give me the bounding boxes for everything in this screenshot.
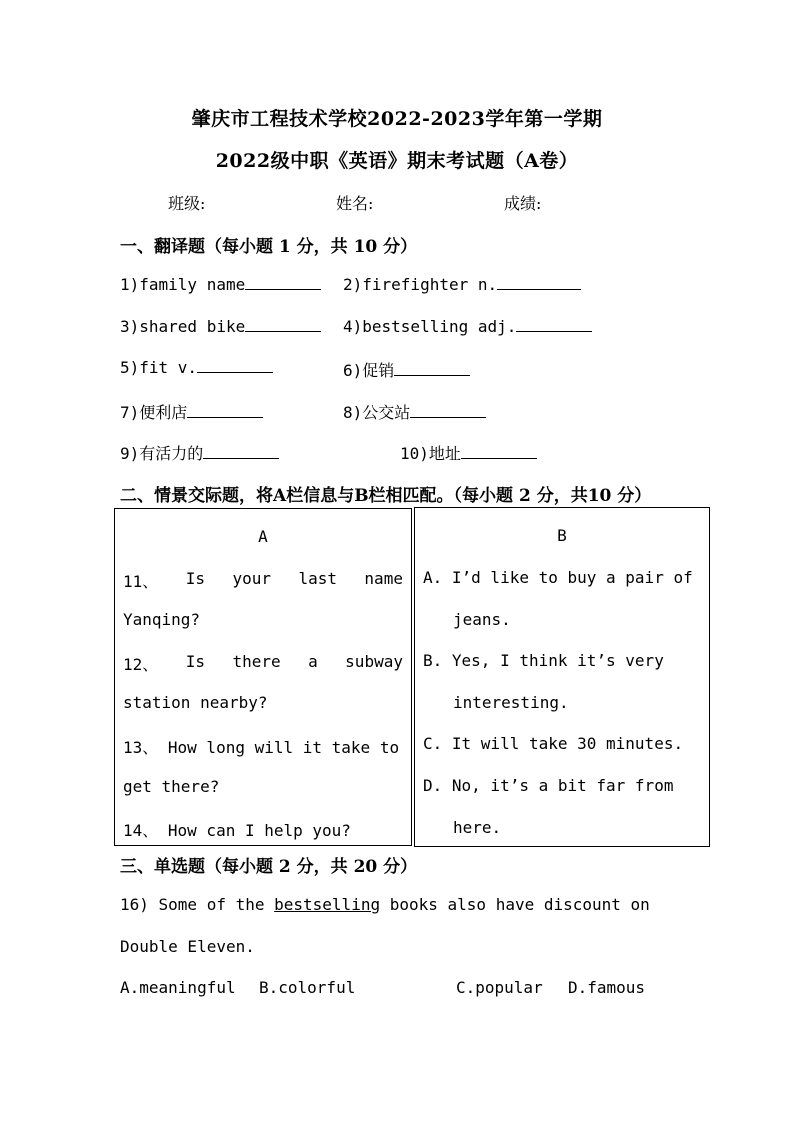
item-text: 9)有活力的 xyxy=(120,444,204,463)
q12-word: subway xyxy=(345,652,403,671)
section1-heading: 一、翻译题（每小题 1 分，共 10 分） xyxy=(120,237,418,257)
question-11 xyxy=(123,569,403,592)
q11-word: name xyxy=(364,569,403,588)
q16-prefix: 16) Some of the xyxy=(120,895,275,914)
translation-item-6 xyxy=(343,358,470,381)
translation-item-8 xyxy=(343,400,486,423)
q16-underlined-word: bestselling xyxy=(274,895,381,914)
translation-item-7 xyxy=(120,400,263,423)
column-b-header: B xyxy=(557,526,567,545)
column-a-box xyxy=(114,508,412,846)
item-text: 6)促销 xyxy=(343,361,395,380)
answer-blank[interactable] xyxy=(197,358,273,373)
translation-item-5 xyxy=(120,358,273,377)
name-label: 姓名: xyxy=(336,194,374,213)
q11-word: Is xyxy=(185,569,205,588)
score-label: 成绩: xyxy=(504,194,542,213)
answer-d-cont: here. xyxy=(453,818,502,837)
item-text: 10)地址 xyxy=(400,444,461,463)
translation-item-2 xyxy=(343,275,581,294)
item-text: 3)shared bike xyxy=(120,317,246,336)
answer-blank[interactable] xyxy=(203,444,279,459)
question-12 xyxy=(123,652,403,675)
item-text: 5)fit v. xyxy=(120,358,198,377)
q16-suffix: books also have discount on xyxy=(380,895,650,914)
option-d[interactable]: D.famous xyxy=(568,978,646,997)
answer-blank[interactable] xyxy=(410,403,486,418)
item-text: 1)family name xyxy=(120,275,246,294)
translation-item-4 xyxy=(343,317,592,336)
translation-item-1 xyxy=(120,275,321,294)
q12-word: a xyxy=(308,652,318,671)
column-b-box xyxy=(414,507,710,847)
q12-word: 12、 xyxy=(123,655,159,674)
item-text: 2)firefighter n. xyxy=(343,275,498,294)
answer-blank[interactable] xyxy=(187,403,263,418)
translation-item-3 xyxy=(120,317,321,336)
answer-blank[interactable] xyxy=(516,317,592,332)
option-c[interactable]: C.popular xyxy=(456,978,543,997)
question-14: 14、 How can I help you? xyxy=(123,821,351,840)
class-label: 班级: xyxy=(168,194,206,213)
answer-a-cont: jeans. xyxy=(453,610,511,629)
translation-item-10 xyxy=(400,441,537,464)
section2-heading: 二、情景交际题，将A栏信息与B栏相匹配。（每小题 2 分，共10 分） xyxy=(120,486,652,506)
answer-blank[interactable] xyxy=(497,275,581,290)
answer-blank[interactable] xyxy=(394,361,470,376)
answer-d: D. No, it’s a bit far from xyxy=(423,776,674,795)
question-13: 13、 How long will it take to xyxy=(123,738,400,757)
section3-heading: 三、单选题（每小题 2 分，共 20 分） xyxy=(120,857,418,877)
q11-word: 11、 xyxy=(123,572,159,591)
answer-b-cont: interesting. xyxy=(453,693,569,712)
column-a-header: A xyxy=(258,527,268,546)
question-13-cont: get there? xyxy=(123,777,220,796)
option-b[interactable]: B.colorful xyxy=(259,978,356,997)
question-16-cont: Double Eleven. xyxy=(120,937,255,956)
question-16 xyxy=(120,895,650,914)
q11-word: last xyxy=(298,569,337,588)
exam-title-line1: 肇庆市工程技术学校2022-2023学年第一学期 xyxy=(191,108,603,130)
exam-title-line2: 2022级中职《英语》期末考试题（A卷） xyxy=(215,150,579,172)
answer-c: C. It will take 30 minutes. xyxy=(423,734,684,753)
item-text: 7)便利店 xyxy=(120,403,188,422)
q12-word: Is xyxy=(185,652,205,671)
translation-item-9 xyxy=(120,441,279,464)
q11-word: your xyxy=(232,569,271,588)
answer-b: B. Yes, I think it’s very xyxy=(423,651,664,670)
option-a[interactable]: A.meaningful xyxy=(120,978,236,997)
answer-blank[interactable] xyxy=(245,317,321,332)
question-12-cont: station nearby? xyxy=(123,693,268,712)
item-text: 8)公交站 xyxy=(343,403,411,422)
answer-a: A. I’d like to buy a pair of xyxy=(423,568,693,587)
answer-blank[interactable] xyxy=(245,275,321,290)
question-11-cont: Yanqing? xyxy=(123,610,201,629)
q12-word: there xyxy=(232,652,281,671)
item-text: 4)bestselling adj. xyxy=(343,317,517,336)
answer-blank[interactable] xyxy=(461,444,537,459)
